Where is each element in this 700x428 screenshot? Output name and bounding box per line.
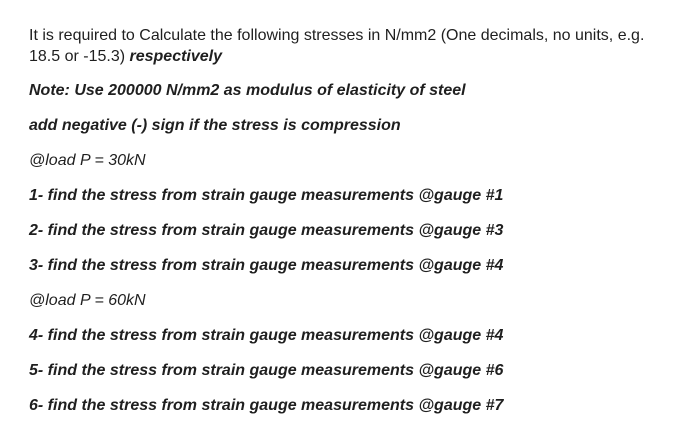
question-3: 3- find the stress from strain gauge measurements @gauge #4	[29, 257, 504, 274]
intro-paragraph	[29, 25, 679, 67]
question-body	[29, 25, 679, 414]
load-heading-30kn: @load P = 30kN	[29, 152, 146, 169]
question-2: 2- find the stress from strain gauge measurements @gauge #3	[29, 222, 504, 239]
intro-emphasis: respectively	[129, 48, 223, 65]
intro-text: It is required to Calculate the following stresses in N/mm2 (One decimals, no units, e.g. 18.5 or -15.3)	[29, 27, 645, 65]
note-line: Note: Use 200000 N/mm2 as modulus of elasticity of steel	[29, 82, 466, 99]
question-6: 6- find the stress from strain gauge measurements @gauge #7	[29, 397, 504, 414]
sign-rule-line: add negative (-) sign if the stress is compression	[29, 117, 401, 134]
question-1: 1- find the stress from strain gauge measurements @gauge #1	[29, 187, 504, 204]
question-5: 5- find the stress from strain gauge measurements @gauge #6	[29, 362, 504, 379]
load-heading-60kn: @load P = 60kN	[29, 292, 146, 309]
question-4: 4- find the stress from strain gauge measurements @gauge #4	[29, 327, 504, 344]
